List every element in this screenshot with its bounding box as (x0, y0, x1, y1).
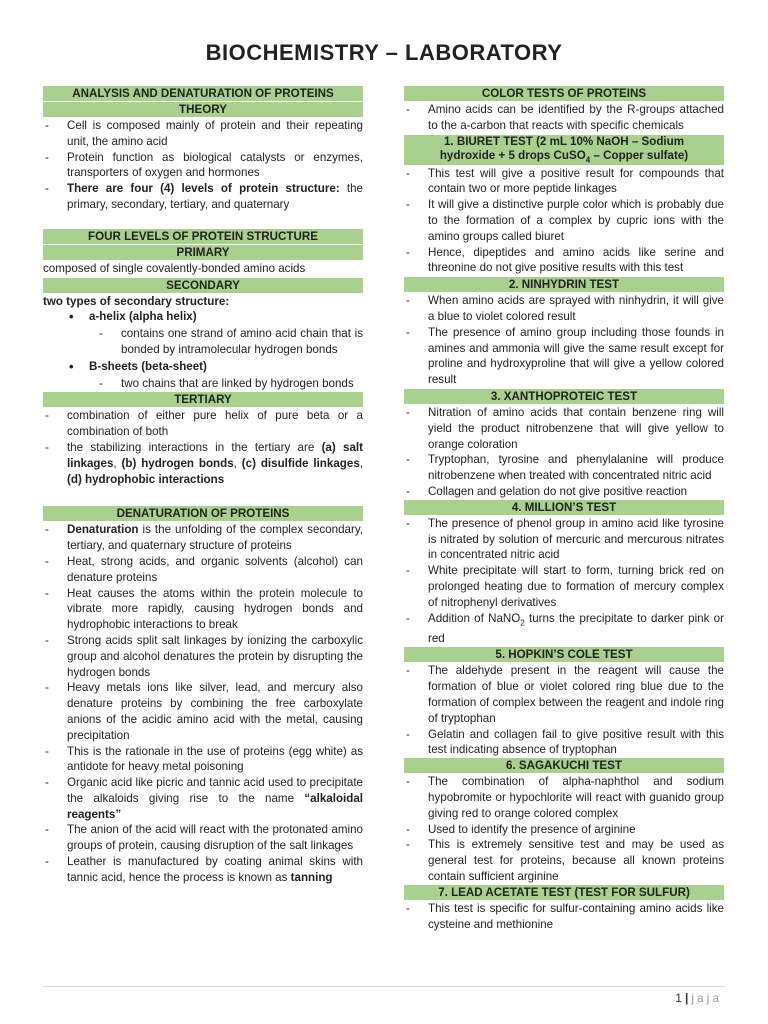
millions-list (404, 516, 724, 647)
list-item: - This is extremely sensitive test and may be used as general test for proteins, because all known proteins contain sufficient arginine (404, 837, 724, 884)
list-item: - Gelatin and collagen fail to give positive result with this test indicating absence of tryptophan (404, 727, 724, 759)
list-item: - combination of either pure helix of pure beta or a combination of both (43, 408, 363, 440)
ninhydrin-list (404, 293, 724, 388)
list-item: - Amino acids can be identified by the R-groups attached to the a-carbon that reacts with specific chemicals (404, 102, 724, 134)
list-item: - When amino acids are sprayed with ninhydrin, it will give a blue to violet colored result (404, 293, 724, 325)
left-column (43, 86, 363, 886)
list-item-beta-sheet: • B-sheets (beta-sheet) - two chains that are linked by hydrogen bonds (67, 359, 363, 392)
section-header-secondary: SECONDARY (43, 278, 363, 293)
list-item: - It will give a distinctive purple color which is probably due to the formation of a complex by cupric ions with the amino groups called biuret (404, 197, 724, 244)
list-item: - Heavy metals ions like silver, lead, and mercury also denature proteins by combining the free carboxylate anions of the acidic amino acid with the metal, causing precipitation (43, 680, 363, 743)
list-item: - The anion of the acid will react with the protonated amino groups of protein, causing disruption of the salt linkages (43, 822, 363, 854)
section-header-denaturation: DENATURATION OF PROTEINS (43, 506, 363, 521)
list-item: - White precipitate will start to form, turning brick red on prolonged heating due to formation of mercury complex of nitrophenyl derivatives (404, 563, 724, 610)
page-number: 1 (675, 991, 682, 1005)
list-item: - There are four (4) levels of protein structure: the primary, secondary, tertiary, and quaternary (43, 181, 363, 213)
denaturation-list (43, 522, 363, 885)
list-item: - Denaturation is the unfolding of the complex secondary, tertiary, and quaternary structure of proteins (43, 522, 363, 554)
section-header-millions-test: 4. MILLION’S TEST (404, 500, 724, 515)
tertiary-list (43, 408, 363, 487)
right-column (404, 86, 724, 932)
list-item: - The combination of alpha-naphthol and sodium hypobromite or hypochlorite will react with guanido group giving red to orange colored complex (404, 774, 724, 821)
xanthoproteic-list (404, 405, 724, 500)
sagakuchi-list (404, 774, 724, 885)
secondary-types-list (67, 309, 363, 391)
section-header-tertiary: TERTIARY (43, 392, 363, 407)
list-item: - Nitration of amino acids that contain benzene ring will yield the product nitrobenzene that will give yellow to orange coloration (404, 405, 724, 452)
section-header-biuret-test: 1. BIURET TEST (2 mL 10% NaOH – Sodium hydroxide + 5 drops CuSO$_4$ – Copper sulfate) (404, 135, 724, 165)
list-item: - Leather is manufactured by coating animal skins with tannic acid, hence the process is known as tanning (43, 854, 363, 886)
list-item: - Heat causes the atoms within the protein molecule to vibrate more rapidly, causing hydrogen bonds and hydrophobic interactions to break (43, 586, 363, 633)
section-header-sagakuchi-test: 6. SAGAKUCHI TEST (404, 758, 724, 773)
list-item: - This test is specific for sulfur-containing amino acids like cysteine and methionine (404, 901, 724, 933)
secondary-intro: two types of secondary structure: (43, 294, 230, 308)
color-tests-intro-list (404, 102, 724, 134)
list-item: - Heat, strong acids, and organic solvents (alcohol) can denature proteins (43, 554, 363, 586)
list-item: - Tryptophan, tyrosine and phenylalanine will produce nitrobenzene when treated with concentrated nitric acid (404, 452, 724, 484)
section-header-analysis: ANALYSIS AND DENATURATION OF PROTEINS (43, 86, 363, 101)
section-header-lead-acetate-test: 7. LEAD ACETATE TEST (TEST FOR SULFUR) (404, 885, 724, 900)
list-item: - the stabilizing interactions in the tertiary are (a) salt linkages, (b) hydrogen bonds, (c) disulfide linkages, (d) hydrophobic interactions (43, 440, 363, 487)
list-item: - The presence of phenol group in amino acid like tyrosine is nitrated by solution of mercuric and mercurous nitrates in concentrated nitric acid (404, 516, 724, 563)
lead-acetate-list (404, 901, 724, 933)
biuret-list (404, 166, 724, 277)
primary-text: composed of single covalently-bonded amino acids (43, 261, 306, 275)
list-item: - Collagen and gelation do not give positive reaction (404, 484, 724, 500)
list-item: - two chains that are linked by hydrogen bonds (99, 376, 363, 392)
list-item-alpha-helix: • a-helix (alpha helix) - contains one strand of amino acid chain that is bonded by intramolecular hydrogen bonds (67, 309, 363, 357)
footer-separator: | (684, 991, 689, 1005)
section-header-primary: PRIMARY (43, 245, 363, 260)
section-header-xanthoproteic-test: 3. XANTHOPROTEIC TEST (404, 389, 724, 404)
section-header-color-tests: COLOR TESTS OF PROTEINS (404, 86, 724, 101)
page-title: BIOCHEMISTRY – LABORATORY (205, 40, 563, 65)
hopkins-cole-list (404, 663, 724, 758)
footer-divider (43, 986, 725, 987)
list-item: - Organic acid like picric and tannic acid used to precipitate the alkaloids giving rise to the name “alkaloidal reagents” (43, 775, 363, 822)
section-header-ninhydrin-test: 2. NINHYDRIN TEST (404, 277, 724, 292)
list-item: - This is the rationale in the use of proteins (egg white) as antidote for heavy metal poisoning (43, 744, 363, 776)
section-header-theory: THEORY (43, 102, 363, 117)
theory-list (43, 118, 363, 213)
list-item: - Addition of NaNO$_2$ turns the precipitate to darker pink or red (404, 611, 724, 647)
section-header-four-levels: FOUR LEVELS OF PROTEIN STRUCTURE (43, 229, 363, 244)
list-item: - The presence of amino group including those founds in amines and ammonia will give the same result except for proline and hydroxyproline that will give a yellow colored result (404, 325, 724, 388)
list-item: - Cell is composed mainly of protein and their repeating unit, the amino acid (43, 118, 363, 150)
footer-brand: jaja (691, 991, 722, 1005)
list-item: - This test will give a positive result for compounds that contain two or more peptide linkages (404, 166, 724, 198)
list-item: - Strong acids split salt linkages by ionizing the carboxylic group and alcohol denatures the protein by disrupting the hydrogen bonds (43, 633, 363, 680)
list-item: - Used to identify the presence of arginine (404, 822, 724, 838)
page-footer (675, 991, 722, 1005)
list-item: - Hence, dipeptides and amino acids like serine and threonine do not give positive results with this test (404, 245, 724, 277)
list-item: - The aldehyde present in the reagent will cause the formation of blue or violet colored ring blue due to the formation of complex between the reagent and indole ring of tryptophan (404, 663, 724, 726)
list-item: - contains one strand of amino acid chain that is bonded by intramolecular hydrogen bonds (99, 326, 363, 358)
list-item: - Protein function as biological catalysts or enzymes, transporters of oxygen and hormones (43, 150, 363, 182)
section-header-hopkins-cole-test: 5. HOPKIN’S COLE TEST (404, 647, 724, 662)
